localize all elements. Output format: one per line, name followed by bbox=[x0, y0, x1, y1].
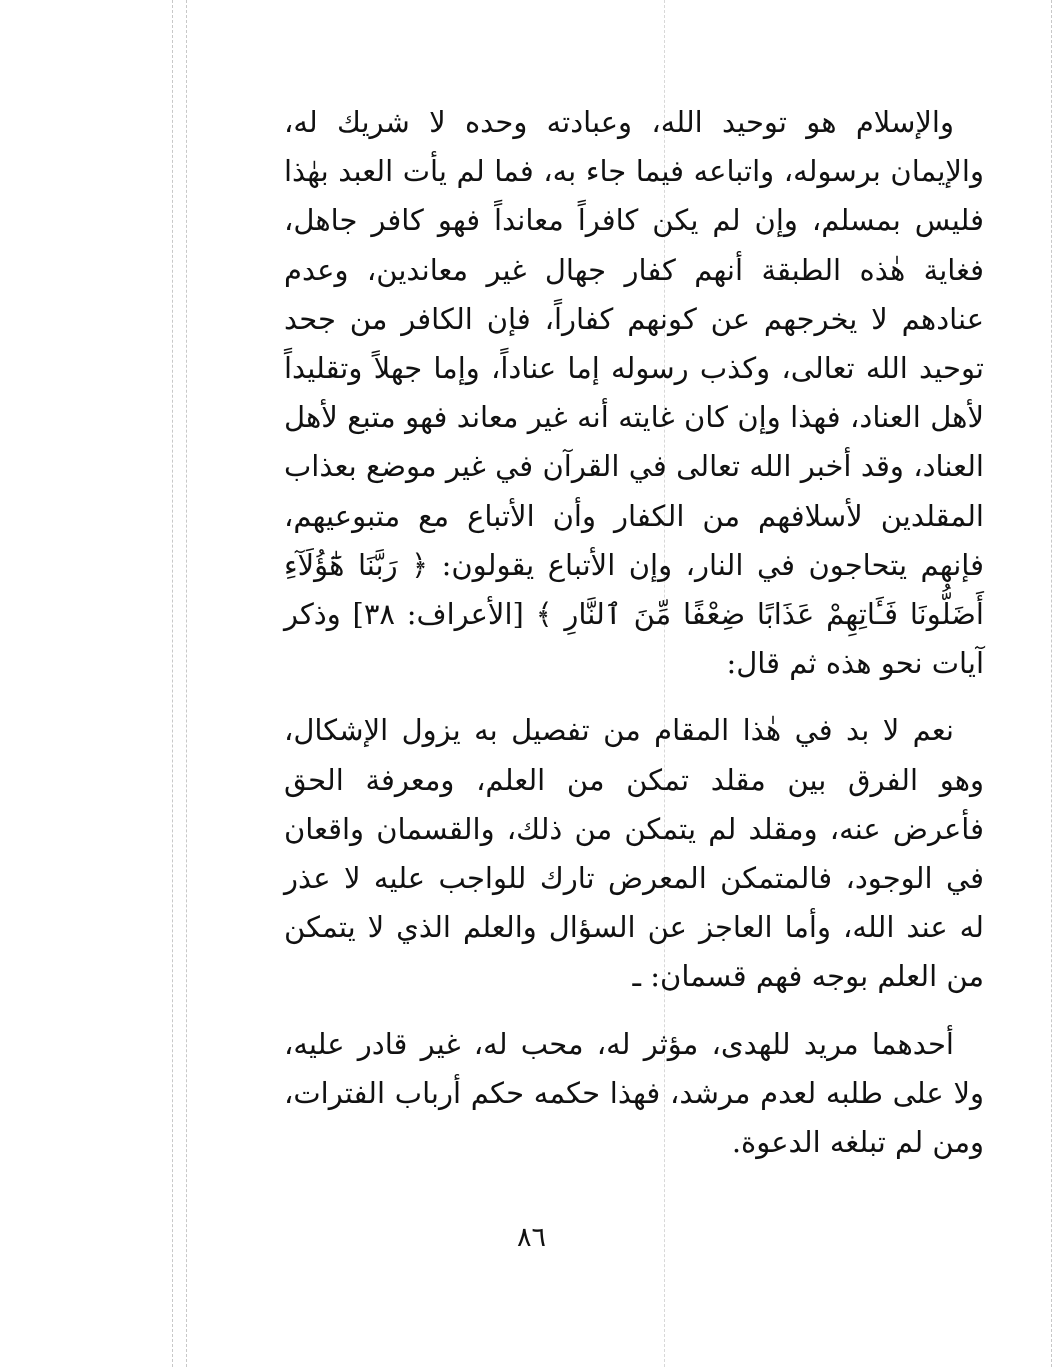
paragraph-1: والإسلام هو توحيد الله، وعبادته وحده لا شريك له، والإيمان برسوله، واتباعه فيما جاء به، فما لم يأت العبد بهٰذا فليس بمسلم، وإن لم يكن كافراً معانداً فهو كافر جاهل، فغاية هٰذه الطبقة أنهم كفار جهال غير معاندين، وعدم عنادهم لا يخرجهم عن كونهم كفاراً، فإن الكافر من جحد توحيد الله تعالى، وكذب رسوله إما عناداً، وإما جهلاً وتقليداً لأهل العناد، فهذا وإن كان غايته أنه غير معاند فهو متبع لأهل العناد، وقد أخبر الله تعالى في القرآن في غير موضع بعذاب المقلدين لأسلافهم من الكفار وأن الأتباع مع متبوعيهم، فإنهم يتحاجون في النار، وإن الأتباع يقولون: ﴿ رَبَّنَا هَٰٓؤُلَآءِ أَضَلُّونَا فَـَٔاتِهِمْ عَذَابًا ضِعْفًا مِّنَ ٱلنَّارِ ﴾ [الأعراف: ٣٨] وذكر آيات نحو هذه ثم قال: bbox=[284, 105, 984, 681]
paragraph-3: أحدهما مريد للهدى، مؤثر له، محب له، غير قادر عليه، ولا على طلبه لعدم مرشد، فهذا حكمه حكم أرباب الفترات، ومن لم تبلغه الدعوة. bbox=[284, 1026, 984, 1160]
margin-guide-line bbox=[1051, 0, 1052, 1367]
margin-guide-line bbox=[186, 0, 187, 1367]
page-number: ٨٦ bbox=[516, 1222, 546, 1253]
paragraph-2: نعم لا بد في هٰذا المقام من تفصيل به يزول الإشكال، وهو الفرق بين مقلد تمكن من العلم، ومعرفة الحق فأعرض عنه، ومقلد لم يتمكن من ذلك، والقسمان واقعان في الوجود، فالمتمكن المعرض تارك للواجب عليه لا عذر له عند الله، وأما العاجز عن السؤال والعلم الذي لا يتمكن من العلم بوجه فهم قسمان: ـ bbox=[284, 713, 984, 994]
page-body-text bbox=[284, 98, 984, 1167]
margin-guide-line bbox=[172, 0, 173, 1367]
